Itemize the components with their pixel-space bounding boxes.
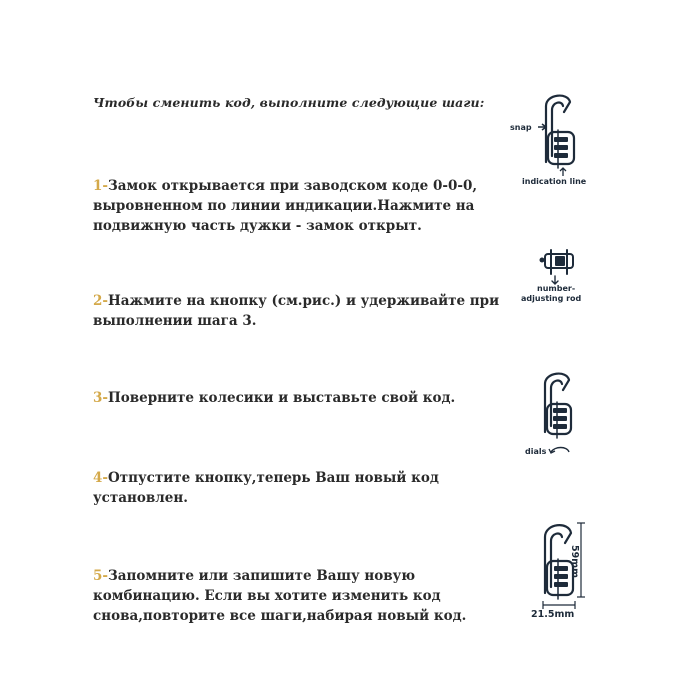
indication-line-label: indication line [522,177,587,186]
step-text: Поверните колесики и выставьте свой код. [108,390,456,406]
lock-icon [510,90,620,190]
step-1 [93,176,513,236]
rod-label-line-2: adjusting rod [521,294,582,303]
width-dimension-label: 21.5mm [531,609,575,620]
rod-label-line-1: number- [537,284,576,293]
step-text: Замок открывается при заводском коде 0-0-0, выровненном по линии индикации.Нажмите на подвижную часть дужки - замок открыт. [93,178,478,234]
figure-dials [515,370,605,460]
step-2 [93,291,513,331]
step-text: Нажмите на кнопку (см.рис.) и удерживайте при выполнении шага 3. [93,293,500,329]
step-3 [93,388,513,408]
dials-label: dials [525,447,547,456]
step-5 [93,566,513,626]
height-dimension-label: 59mm [569,545,580,579]
step-text: Запомните или запишите Вашу новую комбинацию. Если вы хотите изменить код снова,повторите все шаги,набирая новый код. [93,568,467,624]
figure-adjusting-rod [515,248,605,308]
step-number: 4- [93,470,108,486]
step-4 [93,468,513,508]
step-number: 5- [93,568,108,584]
adjusting-rod-icon [515,248,605,288]
intro-heading: Чтобы сменить код, выполните следующие шаги: [93,95,485,110]
snap-label: snap [510,123,532,132]
step-number: 3- [93,390,108,406]
step-text: Отпустите кнопку,теперь Ваш новый код установлен. [93,470,439,506]
figure-dimensions [525,515,605,625]
step-number: 1- [93,178,108,194]
figure-lock-snap [510,90,620,190]
step-number: 2- [93,293,108,309]
